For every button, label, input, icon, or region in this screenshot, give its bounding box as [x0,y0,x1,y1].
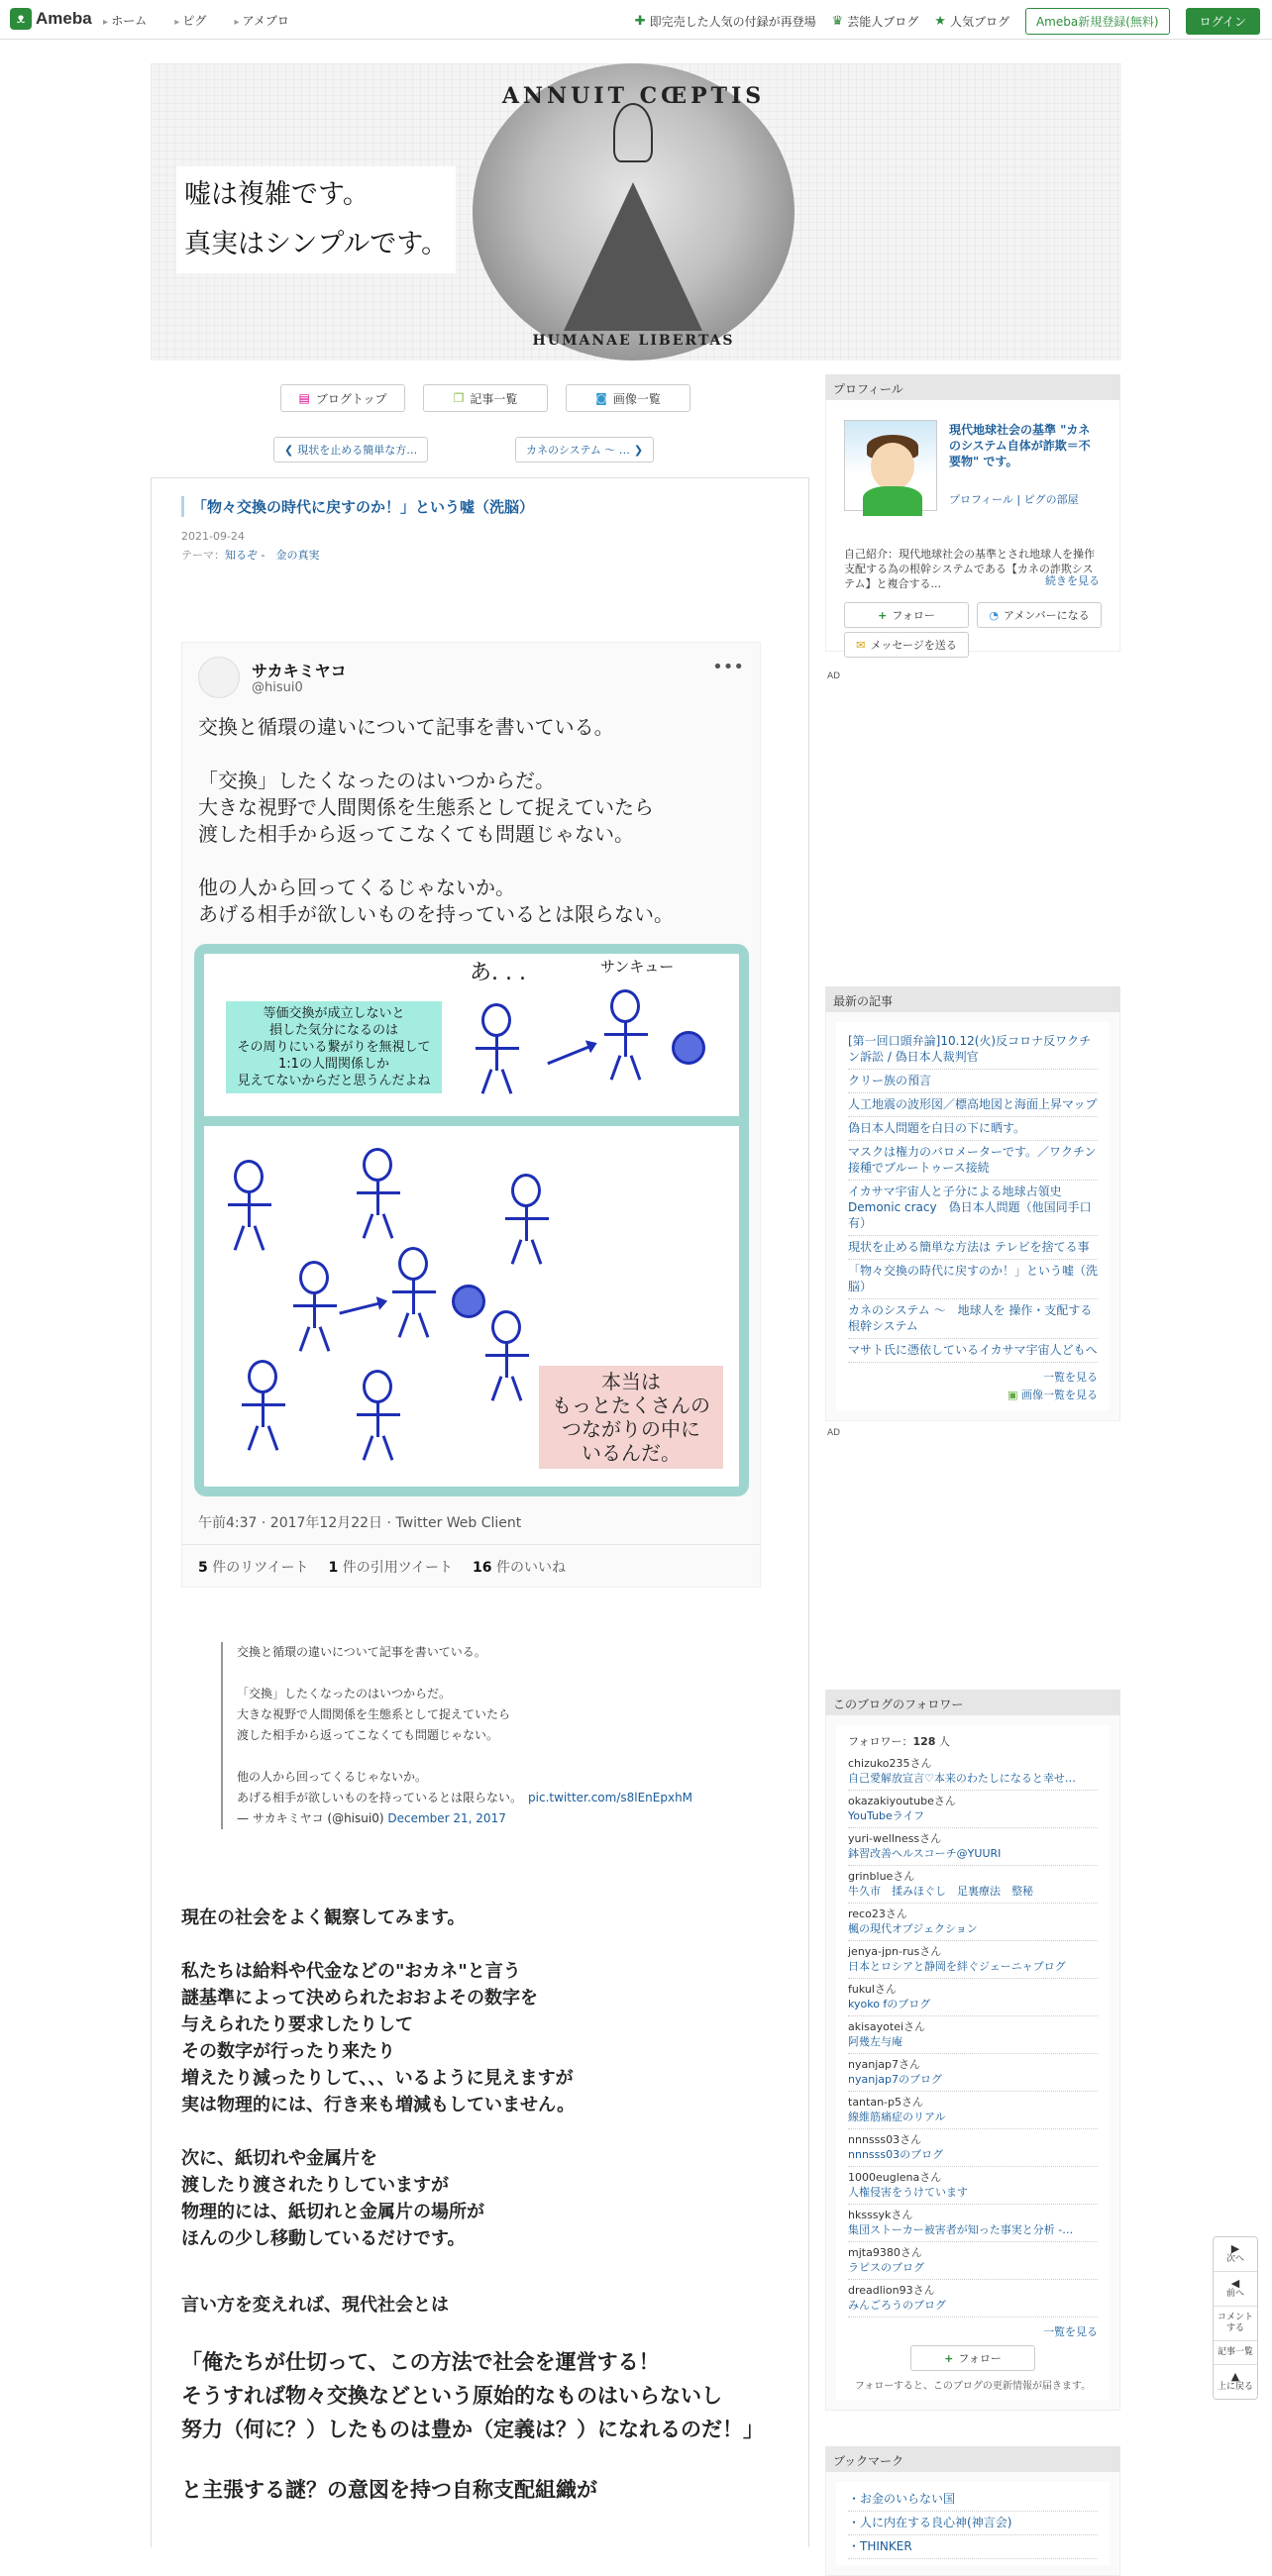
recent-header: 最新の記事 [825,986,1120,1012]
article-list-float-button[interactable]: 記事一覧 [1214,2341,1257,2365]
recent-article-link[interactable]: イカサマ宇宙人と子分による地球占領史 Demonic cracy 偽日本人問題（他国同手口有） [848,1181,1098,1236]
followers-module [825,1690,1120,2411]
bookmark-header: ブックマーク [825,2446,1120,2472]
seal-bottom-text: HUMANAE LIBERTAS [532,333,735,349]
profile-name[interactable]: 現代地球社会の基準 "カネのシステム自体が詐欺＝不要物" です。 [949,423,1091,468]
chevron-left-icon: ❮ [284,443,294,457]
follower-item[interactable] [848,2280,1098,2318]
bookmark-module [825,2446,1120,2576]
tweet-quotes: 1 件の引用ツイート [328,1560,454,1576]
profile-intro: 自己紹介：現代地球社会の基準とされ地球人を操作支配する為の根幹システムである【カネの詐欺システム】と複合する... [844,548,1095,590]
tweet-date-link[interactable]: December 21, 2017 [387,1811,506,1825]
next-article-link[interactable]: カネのシステム ～ … ❯ [515,437,654,463]
seal-top-text: ANNUIT CŒPTIS [501,83,766,109]
recent-article-link[interactable]: 「物々交換の時代に戻すのか！」という嘘（洗脳） [848,1260,1098,1299]
follower-blog-link[interactable]: 阿幾左与庵 [848,2035,902,2048]
login-button[interactable]: ログイン [1186,8,1260,35]
follower-blog-link[interactable]: 集団ストーカー被害者が知った事実と分析 -… [848,2223,1074,2236]
follower-count: フォロワー：128 人 [848,1735,950,1748]
tweet-retweets: 5 件のリツイート [198,1560,309,1576]
follower-item[interactable] [848,2129,1098,2167]
back-icon: ◀ [1230,2277,1240,2290]
follower-blog-link[interactable]: みんごろうのブログ [848,2299,946,2312]
follower-item[interactable] [848,2092,1098,2129]
follower-item[interactable] [848,2167,1098,2205]
profile-links: プロフィール | ピグの部屋 [949,493,1079,506]
chevron-right-icon: ❯ [633,443,644,457]
mail-icon: ✉ [856,638,866,652]
recent-more-link[interactable]: 一覧を見る [1043,1371,1098,1384]
seal-pyramid [564,182,702,331]
bookmark-link[interactable]: ・人に内在する良心神(神言会) [848,2512,1098,2535]
article-title[interactable]: 「物々交換の時代に戻すのか！」という嘘（洗脳） [181,496,534,517]
stick-figure [491,1310,521,1344]
back-to-top-button[interactable]: ▲ 上に戻る [1214,2365,1257,2399]
follower-item[interactable] [848,1979,1098,2016]
play-icon: ▶ [1230,2242,1240,2255]
followers-more-link[interactable]: 一覧を見る [1043,2325,1098,2338]
tweet-avatar [198,657,240,698]
follower-name[interactable]: 1000euglenaさん [848,2171,942,2184]
comic-speech-ah: あ. . . [470,961,526,985]
follower-list [848,1753,1098,2318]
stick-figure [234,1160,264,1193]
follow-button-2[interactable]: + フォロー [910,2345,1035,2371]
recent-articles-module [825,986,1120,1421]
nav-ameblo[interactable]: ▸ アメブロ [234,12,288,29]
profile-more-link[interactable]: 続きを見る [1045,574,1100,587]
follower-item[interactable] [848,2054,1098,2092]
sparkle-icon: ✚ [634,14,646,29]
ad-label: AD [827,671,841,681]
comic-caption-1: 等価交換が成立しないと 損した気分になるのは その周りにいる繋がりを無視して 1:1の人間関係しか 見えてないからだと思うんだよね [226,1001,442,1093]
page-icon: ▤ [298,391,310,405]
follower-name[interactable]: fukulさん [848,1983,897,1996]
recent-article-link[interactable]: マサト氏に憑依しているイカサマ宇宙人どもへ [848,1339,1098,1363]
tweet-text: 交換と循環の違いについて記事を書いている。 「交換」したくなったのはいつからだ。 大きな視野で人間関係を生態系として捉えていたら 渡した相手から返ってこなくても問題じゃない。 他の人から回ってくるじゃないか。 あげる相手が欲しいものを持っているとは限らない。 [198,715,674,926]
follower-name[interactable]: grinblueさん [848,1870,915,1883]
follower-blog-link[interactable]: 人権侵害をうけています [848,2186,968,2199]
promo-popular[interactable]: ★ 人気ブログ [934,14,1009,29]
follower-blog-link[interactable]: 線維筋痛症のリアル [848,2111,946,2123]
follower-blog-link[interactable]: 日本とロシアと静岡を絆ぐジェーニャブログ [848,1960,1066,1973]
recent-article-link[interactable]: カネのシステム ～ 地球人を 操作・支配する根幹システム [848,1299,1098,1339]
comic-speech-thanks: サンキュー [600,958,675,976]
blog-top-button[interactable]: ▤ ブログトップ [280,384,405,412]
follower-item[interactable] [848,1828,1098,1866]
tweet-author-name: サカキミヤコ [252,662,347,680]
crown-icon: ♛ [831,14,844,29]
stick-figure [363,1148,392,1182]
up-icon: ▲ [1230,2370,1240,2383]
camera-icon: ◙ [595,391,607,405]
amember-button[interactable]: ◔ アメンバーになる [977,602,1102,628]
article-theme: テーマ：知るぞ - 金の真実 [181,549,320,562]
tweet-handle: @hisui0 [252,680,303,695]
arrow-icon [339,1300,383,1314]
promo-celebrity[interactable]: ♛ 芸能人ブログ [831,14,919,29]
profile-header: プロフィール [825,374,1120,400]
promo-furoku[interactable]: ✚ 即完売した人気の付録が再登場 [634,14,816,29]
follower-name[interactable]: okazakiyoutubeさん [848,1795,956,1807]
follow-note: フォローすると、このブログの更新情報が届きます。 [854,2381,1092,2392]
ad-label: AD [827,1428,841,1438]
ameba-logo[interactable] [10,8,92,30]
arrow-icon [547,1044,593,1066]
comic-caption-2: 本当は もっとたくさんの つながりの中に いるんだ。 [539,1366,723,1469]
follower-blog-link[interactable]: nyanjap7のブログ [848,2073,942,2086]
follower-name[interactable]: nnnsss03さん [848,2133,922,2146]
follower-item[interactable] [848,1941,1098,1979]
comment-button[interactable]: コメントする [1214,2307,1257,2341]
followers-header: このブログのフォロワー [825,1690,1120,1715]
chat-icon: ◔ [989,608,1000,622]
stick-figure [299,1261,329,1294]
top-nav [103,12,289,29]
gift-ball-icon [452,1285,485,1318]
follower-name[interactable]: dreadlion93さん [848,2284,935,2297]
great-seal-image [473,63,795,361]
recent-article-link[interactable]: 偽日本人問題を白日の下に晒す。 [848,1117,1098,1141]
image-icon: ▣ [1007,1389,1018,1401]
follower-item[interactable] [848,1791,1098,1828]
more-icon: ••• [712,657,744,677]
bookmark-link[interactable]: ・お金のいらない国 [848,2488,1098,2512]
stick-figure [511,1174,541,1207]
follower-item[interactable] [848,2205,1098,2242]
article-list-button[interactable]: ❐ 記事一覧 [423,384,548,412]
nav-home[interactable]: ▸ ホーム [103,12,147,29]
gift-ball-icon [672,1031,705,1065]
follow-button[interactable]: + フォロー [844,602,969,628]
nav-pigg[interactable]: ▸ ピグ [174,12,206,29]
logo-text: Ameba [36,9,92,28]
follower-blog-link[interactable]: 楓の現代オブジェクション [848,1922,978,1935]
follower-blog-link[interactable]: nnnsss03のブログ [848,2148,944,2161]
comic-panel-1 [204,954,739,1126]
article [151,477,809,2547]
follower-item[interactable] [848,2242,1098,2280]
ameba-logo-icon: ᴥ [10,8,32,30]
embedded-tweet-quote: 交換と循環の違いについて記事を書いている。 「交換」したくなったのはいつからだ。 大きな視野で人間関係を生態系として捉えていたら 渡した相手から返ってこなくても問題じゃない。 他の人から回ってくるじゃないか。 あげる相手が欲しいものを持っているとは限らない。 pic.twitter.com/s8lEnEpxhM — サカキミヤコ (@hisui0) December 21, 2017 [221,1642,776,1829]
bookmark-link[interactable]: ・THINKER [848,2535,1098,2559]
follower-name[interactable]: chizuko235さん [848,1757,932,1770]
blog-nav [280,384,690,412]
prev-button[interactable]: ◀ 前へ [1214,2272,1257,2307]
follower-name[interactable]: nyanjap7さん [848,2058,920,2071]
follower-blog-link[interactable]: 鉢習改善ヘルスコーチ@YUURI [848,1847,1002,1860]
follower-item[interactable] [848,1753,1098,1791]
seal-figure [613,103,653,162]
recent-article-link[interactable]: 人工地震の波形図／標高地図と海面上昇マップ [848,1093,1098,1117]
blog-header-banner[interactable] [151,63,1121,361]
article-body: 現在の社会をよく観察してみます。 私たちは給料や代金などの"おカネ"と言う 謎基準によって決められたおおよその数字を 与えられたり要求したりして その数字が行ったり来たり 増えたり減ったりして、、、いるように見えますが 実は物理的には、行き来も増減もしていません。 次に、紙切れや金属片を 渡したり渡されたりしていますが 物理的には、紙切れと金属片の場所が ほんの少し移動しているだけです。 言い方を変えれば、現代社会とは 「俺たちが仕切って、この方法で社会を運営する！ そうすれば物々交換などという原始的なものはいらないし 努力（何に？）したものは豊か（定義は？）になれるのだ！」 と主張する謎？の意図を持つ自称支配組織が [181,1907,764,2502]
tweet-screenshot-image [181,642,761,1588]
stick-figure [610,989,640,1023]
next-button[interactable]: ▶ 次へ [1214,2237,1257,2272]
stick-figure [363,1370,392,1403]
plus-icon: + [878,608,888,622]
article-date: 2021-09-24 [181,530,245,543]
follower-blog-link[interactable]: 自己愛解放宣言♡本来のわたしになると幸せ… [848,1772,1076,1785]
follower-item[interactable] [848,1866,1098,1904]
tweet-likes: 16 件のいいね [473,1560,566,1576]
profile-module [825,374,1120,652]
stick-figure [481,1003,511,1037]
follower-name[interactable]: jenya-jpn-rusさん [848,1945,942,1958]
follower-name[interactable]: tantan-p5さん [848,2096,924,2109]
recent-images-link[interactable]: ▣ 画像一覧を見る [1007,1389,1098,1401]
message-button[interactable]: ✉ メッセージを送る [844,632,969,658]
register-button[interactable]: Ameba新規登録(無料) [1025,8,1170,35]
follower-name[interactable]: mjta9380さん [848,2246,922,2259]
recent-article-link[interactable]: マスクは権力のバロメーターです。／ワクチン接種でブルートゥース接続 [848,1141,1098,1181]
follower-name[interactable]: reco23さん [848,1907,907,1920]
follower-blog-link[interactable]: YouTubeライフ [848,1809,925,1822]
recent-article-link[interactable]: クリー族の預言 [848,1070,1098,1093]
recent-article-link[interactable]: [第一回口頭弁論]10.12(火)反コロナ反ワクチン訴訟 / 偽日本人裁判官 [848,1030,1098,1070]
profile-avatar[interactable] [844,420,937,511]
follower-blog-link[interactable]: ラピスのブログ [848,2261,924,2274]
tweet-stats [182,1544,760,1577]
follower-blog-link[interactable]: 牛久市 揉みほぐし 足裏療法 整秘 [848,1885,1033,1898]
stick-figure [248,1360,277,1393]
follower-item[interactable] [848,1904,1098,1941]
plus-icon: + [944,2351,954,2365]
follower-name[interactable]: yuri-wellnessさん [848,1832,942,1845]
star-icon: ★ [934,14,946,29]
follower-item[interactable] [848,2016,1098,2054]
global-header [0,0,1272,40]
prev-article-link[interactable]: ❮ 現状を止める簡単な方… [273,437,428,463]
image-list-button[interactable]: ◙ 画像一覧 [566,384,690,412]
copy-icon: ❐ [453,391,465,405]
tweet-pic-link[interactable]: pic.twitter.com/s8lEnEpxhM [528,1791,693,1804]
recent-article-link[interactable]: 現状を止める簡単な方法は テレビを捨てる事 [848,1236,1098,1260]
tweet-meta: 午前4:37 · 2017年12月22日 · Twitter Web Client [198,1515,522,1531]
stick-figure [398,1247,428,1281]
floating-nav [1213,2236,1258,2400]
tweet-comic [194,944,749,1496]
follower-blog-link[interactable]: kyoko fのブログ [848,1998,931,2010]
banner-text: 嘘は複雑です。 真実はシンプルです。 [176,166,456,273]
follower-name[interactable]: akisayoteiさん [848,2020,926,2033]
follower-name[interactable]: hksssykさん [848,2209,913,2221]
top-right [635,8,1260,35]
